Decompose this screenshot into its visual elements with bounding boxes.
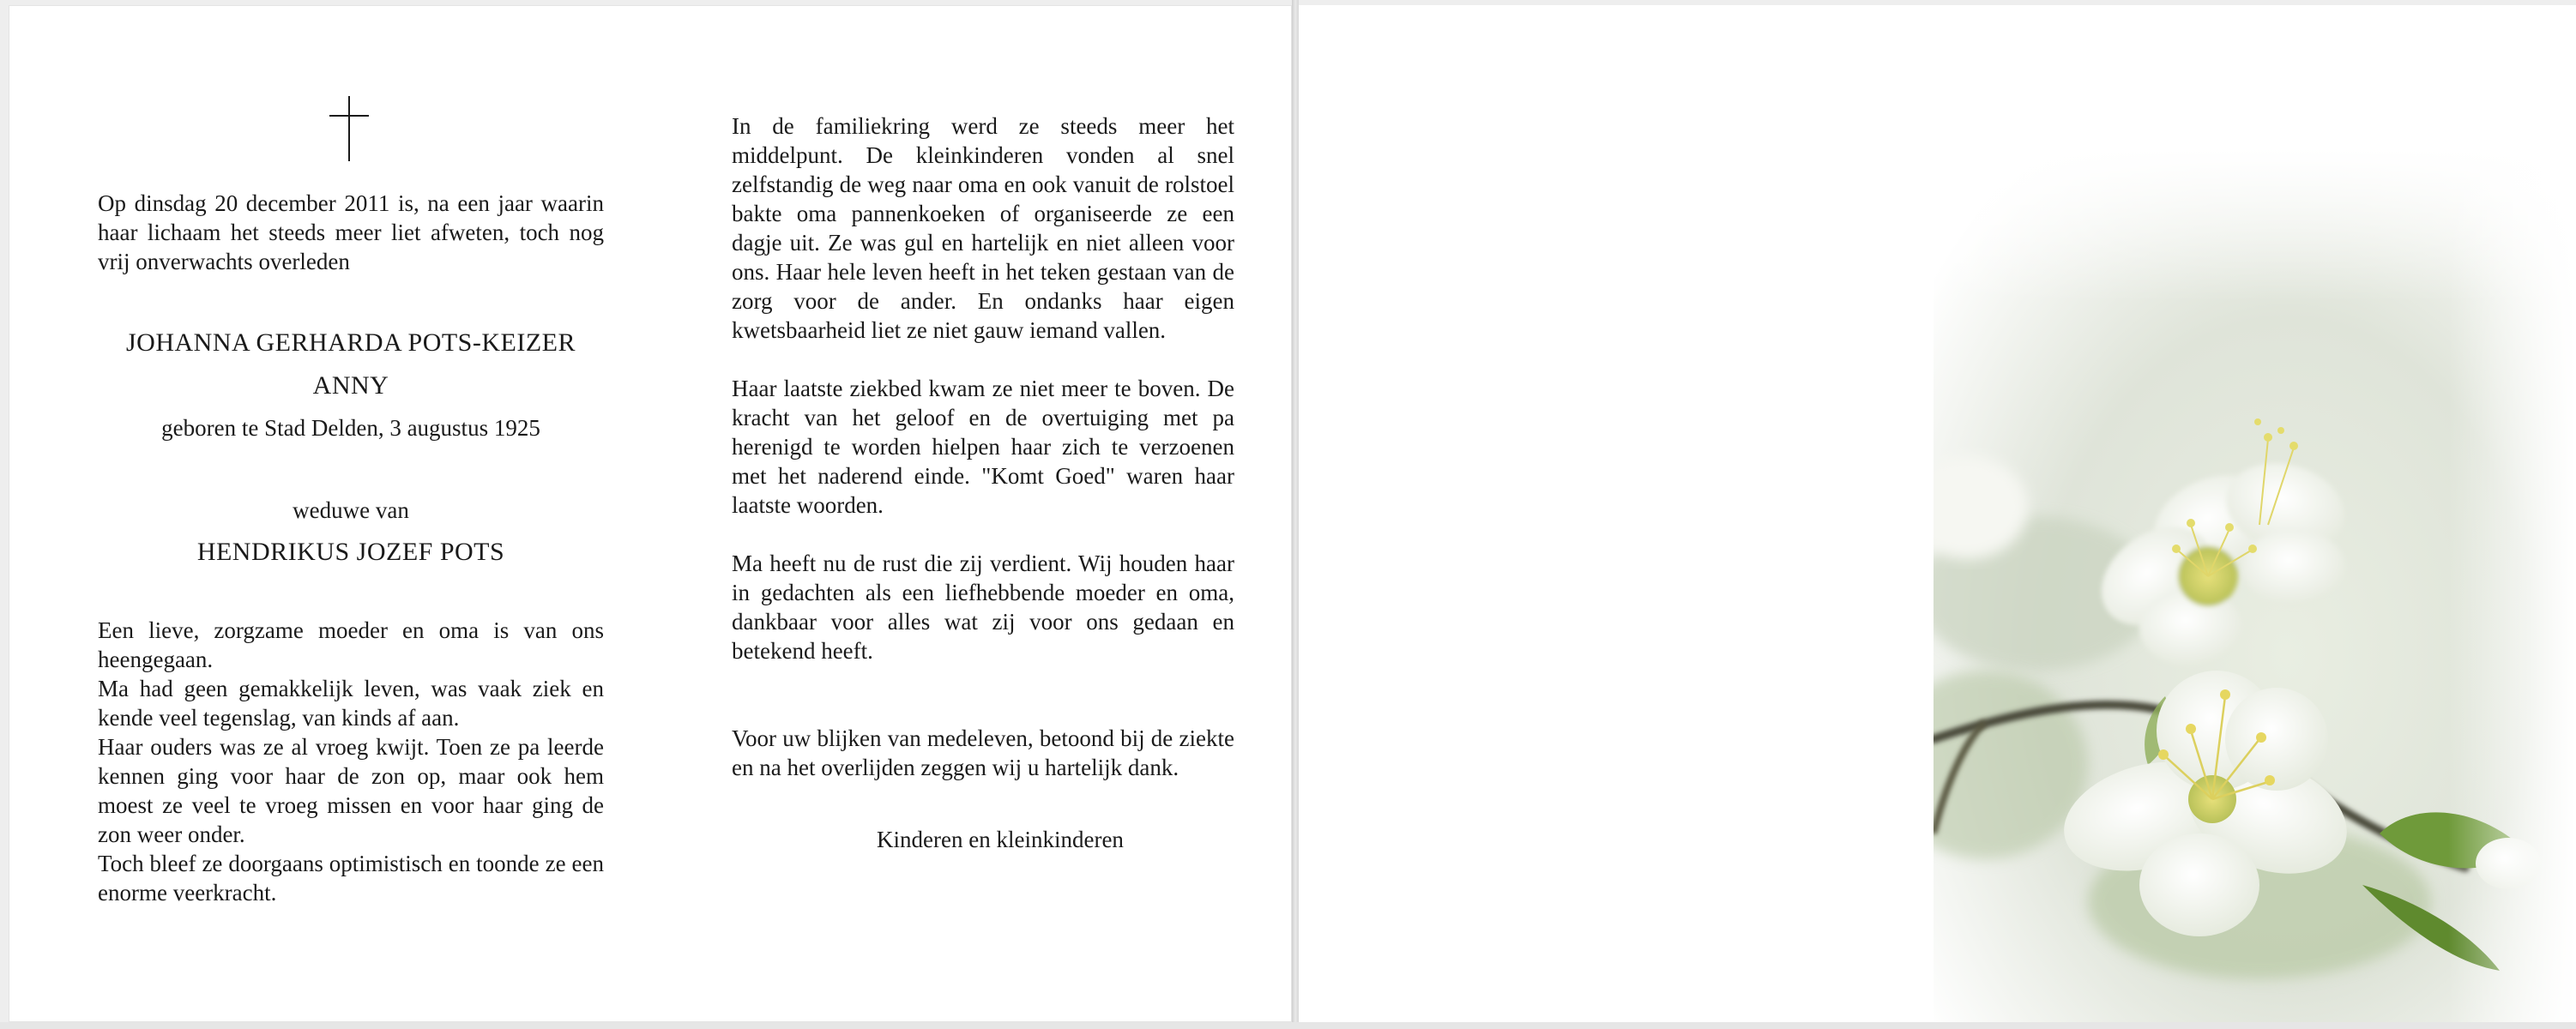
paragraph: Haar ouders was ze al vroeg kwijt. Toen ze pa leerde kennen ging voor haar de zon op, maar ook hem moest ze veel te vroeg missen en voor haar ging de zon weer onder. — [98, 734, 604, 847]
paragraph: Ma had geen gemakkelijk leven, was vaak ziek en kende veel tegenslag, van kinds af aan. — [98, 676, 604, 731]
thanks-paragraph: Voor uw blijken van medeleven, betoond bij de ziekte en na het overlijden zeggen wij u hartelijk dank. — [732, 725, 1234, 780]
biography-left — [98, 616, 604, 907]
blossom-photo — [1934, 147, 2576, 1022]
spouse-name: HENDRIKUS JOZEF POTS — [196, 538, 505, 566]
paragraph: In de familiekring werd ze steeds meer het middelpunt. De kleinkinderen vonden al snel zelfstandig de weg naar oma en ook vanuit de rolstoel bakte oma pannenkoeken of organiseerde ze een dagje uit. Ze was gul en hartelijk en niet alleen voor ons. Haar hele leven heeft in het teken gestaan van de zorg voor de ander. En ondanks haar eigen kwetsbaarheid liet ze niet gauw iemand vallen. — [732, 113, 1234, 343]
paragraph: Ma heeft nu de rust die zij verdient. Wij houden haar in gedachten als een liefhebbende moeder en oma, dankbaar voor alles wat zij voor ons gedaan en betekend heeft. — [732, 551, 1234, 664]
paragraph: Toch bleef ze doorgaans optimistisch en toonde ze een enorme veerkracht. — [98, 851, 604, 906]
deceased-full-name: JOHANNA GERHARDA POTS-KEIZER — [125, 328, 576, 357]
cross-icon — [329, 96, 369, 161]
signature-line: Kinderen en kleinkinderen — [877, 827, 1124, 852]
paragraph: Haar laatste ziekbed kwam ze niet meer te boven. De kracht van het geloof en de overtuiging met pa herenigd te worden hielpen haar zich te verzoenen met het naderend einde. "Komt Goed" waren haar laatste woorden. — [732, 376, 1234, 518]
widow-of-label: weduwe van — [293, 497, 409, 523]
announcement-text: Op dinsdag 20 december 2011 is, na een jaar waarin haar lichaam het steeds meer liet afweten, toch nog vrij onverwachts overleden — [98, 190, 604, 274]
deceased-nickname: ANNY — [312, 371, 389, 400]
paragraph: Een lieve, zorgzame moeder en oma is van ons heengegaan. — [98, 617, 604, 672]
card-left-column — [98, 189, 604, 907]
card-fold — [1292, 0, 1299, 1029]
scan-bottom-edge — [0, 1022, 2576, 1029]
card-right-column — [732, 111, 1234, 854]
birth-line: geboren te Stad Delden, 3 augustus 1925 — [161, 415, 540, 441]
card-inner-left-page — [9, 5, 1292, 1022]
